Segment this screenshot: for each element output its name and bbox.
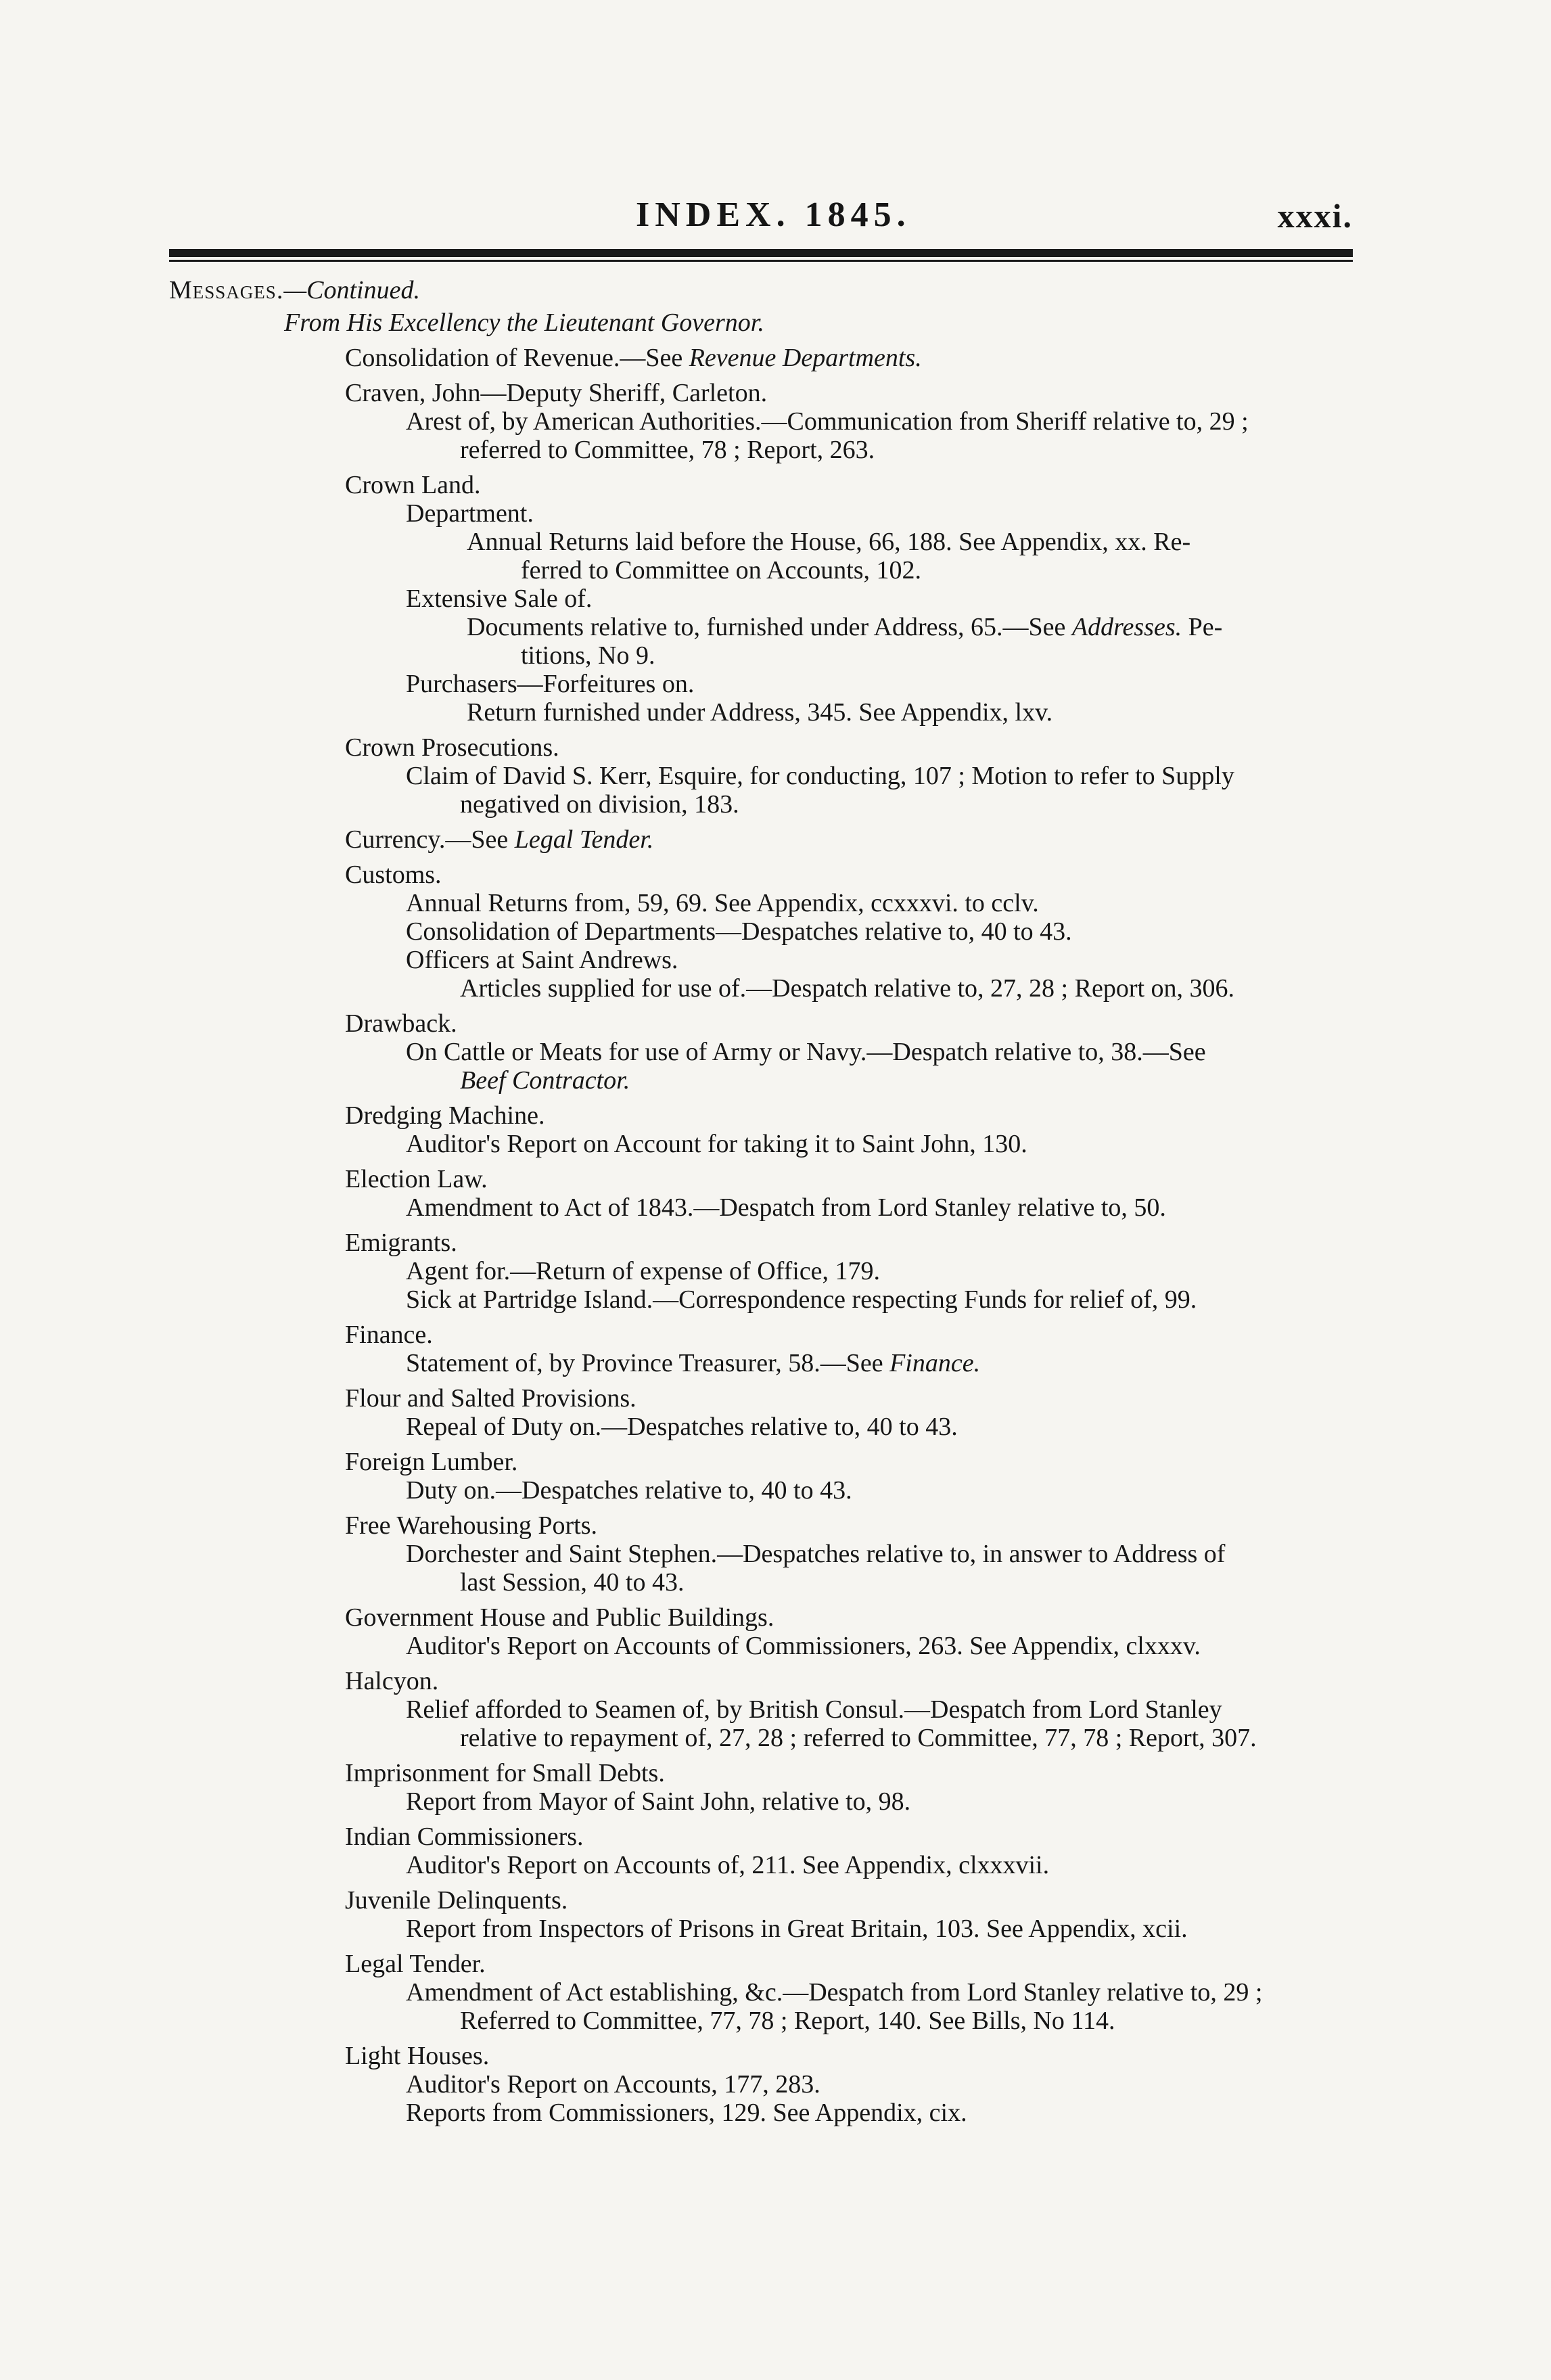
entry-line — [169, 762, 1360, 790]
entry-text: Flour and Salted Provisions. — [345, 1384, 636, 1413]
entry-text: Statement of, by Province Treasurer, 58.—See — [406, 1349, 890, 1377]
page-number: xxxi. — [1277, 197, 1353, 235]
entry-reference: Beef Contractor. — [460, 1066, 630, 1095]
index-entry — [169, 1321, 1360, 1377]
entry-heading — [169, 825, 1360, 854]
header-rule-thin — [169, 260, 1353, 262]
index-entry — [169, 344, 1360, 372]
index-entry — [169, 1603, 1360, 1660]
entry-line — [169, 1257, 1360, 1285]
entry-heading — [169, 1950, 1360, 1978]
entry-text: last Session, 40 to 43. — [460, 1568, 685, 1597]
entry-text: Claim of David S. Kerr, Esquire, for conducting, 107 ; Motion to refer to Supply — [406, 762, 1234, 790]
entry-heading — [169, 1667, 1360, 1695]
entry-line — [169, 641, 1360, 670]
entry-heading — [169, 1009, 1360, 1038]
entry-text: relative to repayment of, 27, 28 ; referred to Committee, 77, 78 ; Report, 307. — [460, 1724, 1257, 1752]
entry-text: Election Law. — [345, 1165, 488, 1193]
entry-text: Free Warehousing Ports. — [345, 1511, 598, 1540]
entry-text: Dorchester and Saint Stephen.—Despatches relative to, in answer to Address of — [406, 1540, 1226, 1568]
entry-text: Indian Commissioners. — [345, 1823, 584, 1851]
entry-text: Light Houses. — [345, 2042, 490, 2070]
entry-reference: Legal Tender. — [514, 825, 654, 854]
entry-line — [169, 790, 1360, 819]
entry-text: Reports from Commissioners, 129. See Appendix, cix. — [406, 2099, 967, 2127]
index-entry — [169, 1511, 1360, 1597]
index-entry — [169, 1384, 1360, 1441]
entry-line — [169, 556, 1360, 585]
entry-line — [169, 1285, 1360, 1314]
entry-heading — [169, 1886, 1360, 1915]
entry-heading — [169, 1321, 1360, 1349]
entry-text: On Cattle or Meats for use of Army or Navy.—Despatch relative to, 38.—See — [406, 1038, 1206, 1066]
index-entry — [169, 2042, 1360, 2127]
entry-line — [169, 1787, 1360, 1816]
entry-text: Foreign Lumber. — [345, 1448, 518, 1476]
entry-text: Amendment of Act establishing, &c.—Despatch from Lord Stanley relative to, 29 ; — [406, 1978, 1263, 2007]
entry-text: Return furnished under Address, 345. See Appendix, lxv. — [467, 698, 1053, 727]
entry-line — [169, 2070, 1360, 2099]
entry-text: Relief afforded to Seamen of, by British Consul.—Despatch from Lord Stanley — [406, 1695, 1222, 1724]
entry-text: Auditor's Report on Accounts, 177, 283. — [406, 2070, 820, 2099]
entry-line — [169, 407, 1360, 436]
page-header — [169, 195, 1353, 242]
entry-line — [169, 670, 1360, 698]
entry-line — [169, 917, 1360, 946]
entry-text-after: Pe- — [1182, 613, 1223, 641]
entry-line — [169, 528, 1360, 556]
entry-heading — [169, 1229, 1360, 1257]
entry-heading — [169, 2042, 1360, 2070]
entry-text: Legal Tender. — [345, 1950, 486, 1978]
entry-text: negatived on division, 183. — [460, 790, 739, 819]
entry-line — [169, 1038, 1360, 1066]
section-continued: —Continued. — [283, 276, 420, 304]
index-entries — [169, 344, 1360, 2127]
entry-line — [169, 974, 1360, 1003]
entry-line — [169, 1915, 1360, 1943]
entry-line — [169, 698, 1360, 727]
entry-text: Duty on.—Despatches relative to, 40 to 43. — [406, 1476, 852, 1505]
index-entry — [169, 861, 1360, 1003]
entry-text: Auditor's Report on Accounts of Commissioners, 263. See Appendix, clxxxv. — [406, 1632, 1201, 1660]
entry-heading — [169, 1448, 1360, 1476]
entry-heading — [169, 1511, 1360, 1540]
index-entry — [169, 1229, 1360, 1314]
entry-heading — [169, 1384, 1360, 1413]
entry-text: Crown Land. — [345, 471, 481, 499]
entry-heading — [169, 471, 1360, 499]
entry-text: Auditor's Report on Account for taking it to Saint John, 130. — [406, 1130, 1027, 1158]
index-entry — [169, 1886, 1360, 1943]
index-entry — [169, 379, 1360, 464]
entry-text: Repeal of Duty on.—Despatches relative to, 40 to 43. — [406, 1413, 958, 1441]
entry-text: Documents relative to, furnished under Address, 65.—See — [467, 613, 1072, 641]
header-rule — [169, 249, 1353, 257]
entry-line — [169, 1978, 1360, 2007]
entry-text: Report from Inspectors of Prisons in Great Britain, 103. See Appendix, xcii. — [406, 1915, 1188, 1943]
entry-text: Consolidation of Revenue.—See — [345, 344, 689, 372]
entry-text: Officers at Saint Andrews. — [406, 946, 678, 974]
entry-text: Currency.—See — [345, 825, 515, 854]
index-content — [169, 276, 1360, 2127]
entry-heading — [169, 344, 1360, 372]
entry-line — [169, 2007, 1360, 2035]
entry-line — [169, 1349, 1360, 1377]
entry-text: Consolidation of Departments—Despatches relative to, 40 to 43. — [406, 917, 1072, 946]
entry-text: Annual Returns laid before the House, 66, 188. See Appendix, xx. Re- — [467, 528, 1191, 556]
entry-line — [169, 499, 1360, 528]
entry-text: Amendment to Act of 1843.—Despatch from Lord Stanley relative to, 50. — [406, 1193, 1166, 1222]
entry-text: Crown Prosecutions. — [345, 733, 559, 762]
entry-line — [169, 436, 1360, 464]
entry-heading — [169, 1823, 1360, 1851]
entry-text: Dredging Machine. — [345, 1101, 545, 1130]
index-entry — [169, 733, 1360, 819]
entry-text: Drawback. — [345, 1009, 457, 1038]
entry-line — [169, 946, 1360, 974]
entry-text: Report from Mayor of Saint John, relative to, 98. — [406, 1787, 911, 1816]
entry-line — [169, 1724, 1360, 1752]
index-entry — [169, 1448, 1360, 1505]
entry-text: Extensive Sale of. — [406, 585, 593, 613]
entry-text: Arest of, by American Authorities.—Communication from Sheriff relative to, 29 ; — [406, 407, 1249, 436]
entry-text: Juvenile Delinquents. — [345, 1886, 568, 1915]
index-entry — [169, 825, 1360, 854]
index-entry — [169, 1950, 1360, 2035]
entry-line — [169, 1540, 1360, 1568]
entry-text: Referred to Committee, 77, 78 ; Report, 140. See Bills, No 114. — [460, 2007, 1115, 2035]
entry-line — [169, 1632, 1360, 1660]
page-title: INDEX. 1845. — [636, 196, 911, 234]
entry-text: Annual Returns from, 59, 69. See Appendix, ccxxxvi. to cclv. — [406, 889, 1039, 917]
entry-heading — [169, 379, 1360, 407]
entry-line — [169, 1851, 1360, 1879]
entry-line — [169, 1695, 1360, 1724]
entry-reference: Finance. — [889, 1349, 981, 1377]
entry-heading — [169, 861, 1360, 889]
entry-text: referred to Committee, 78 ; Report, 263. — [460, 436, 875, 464]
entry-heading — [169, 1759, 1360, 1787]
entry-reference: Revenue Departments. — [689, 344, 922, 372]
entry-text: titions, No 9. — [521, 641, 655, 670]
entry-text: Agent for.—Return of expense of Office, 179. — [406, 1257, 881, 1285]
index-entry — [169, 1165, 1360, 1222]
entry-line — [169, 2099, 1360, 2127]
entry-heading — [169, 1165, 1360, 1193]
entry-line — [169, 889, 1360, 917]
index-entry — [169, 1759, 1360, 1816]
entry-text: Articles supplied for use of.—Despatch relative to, 27, 28 ; Report on, 306. — [460, 974, 1235, 1003]
entry-line — [169, 585, 1360, 613]
entry-text: Customs. — [345, 861, 442, 889]
entry-text: Department. — [406, 499, 534, 528]
index-entry — [169, 1823, 1360, 1879]
section-heading — [169, 276, 1360, 304]
entry-line — [169, 1476, 1360, 1505]
section-name: Messages. — [169, 276, 284, 304]
entry-heading — [169, 1603, 1360, 1632]
entry-text: Purchasers—Forfeitures on. — [406, 670, 695, 698]
entry-text: Imprisonment for Small Debts. — [345, 1759, 665, 1787]
entry-heading — [169, 733, 1360, 762]
entry-line — [169, 1413, 1360, 1441]
entry-text: Halcyon. — [345, 1667, 439, 1695]
entry-line — [169, 1568, 1360, 1597]
index-entry — [169, 1101, 1360, 1158]
entry-line — [169, 1130, 1360, 1158]
entry-line — [169, 1193, 1360, 1222]
index-entry — [169, 1667, 1360, 1752]
entry-line — [169, 613, 1360, 641]
entry-text: Emigrants. — [345, 1229, 457, 1257]
entry-text: Craven, John—Deputy Sheriff, Carleton. — [345, 379, 768, 407]
entry-text: ferred to Committee on Accounts, 102. — [521, 556, 922, 585]
index-entry — [169, 471, 1360, 727]
entry-line — [169, 1066, 1360, 1095]
entry-text: Sick at Partridge Island.—Correspondence respecting Funds for relief of, 99. — [406, 1285, 1197, 1314]
entry-text: Government House and Public Buildings. — [345, 1603, 774, 1632]
entry-text: Auditor's Report on Accounts of, 211. See Appendix, clxxxvii. — [406, 1851, 1050, 1879]
entry-text: Finance. — [345, 1321, 433, 1349]
section-subheading: From His Excellency the Lieutenant Governor. — [284, 308, 764, 337]
index-entry — [169, 1009, 1360, 1095]
entry-reference: Addresses. — [1071, 613, 1182, 641]
entry-heading — [169, 1101, 1360, 1130]
